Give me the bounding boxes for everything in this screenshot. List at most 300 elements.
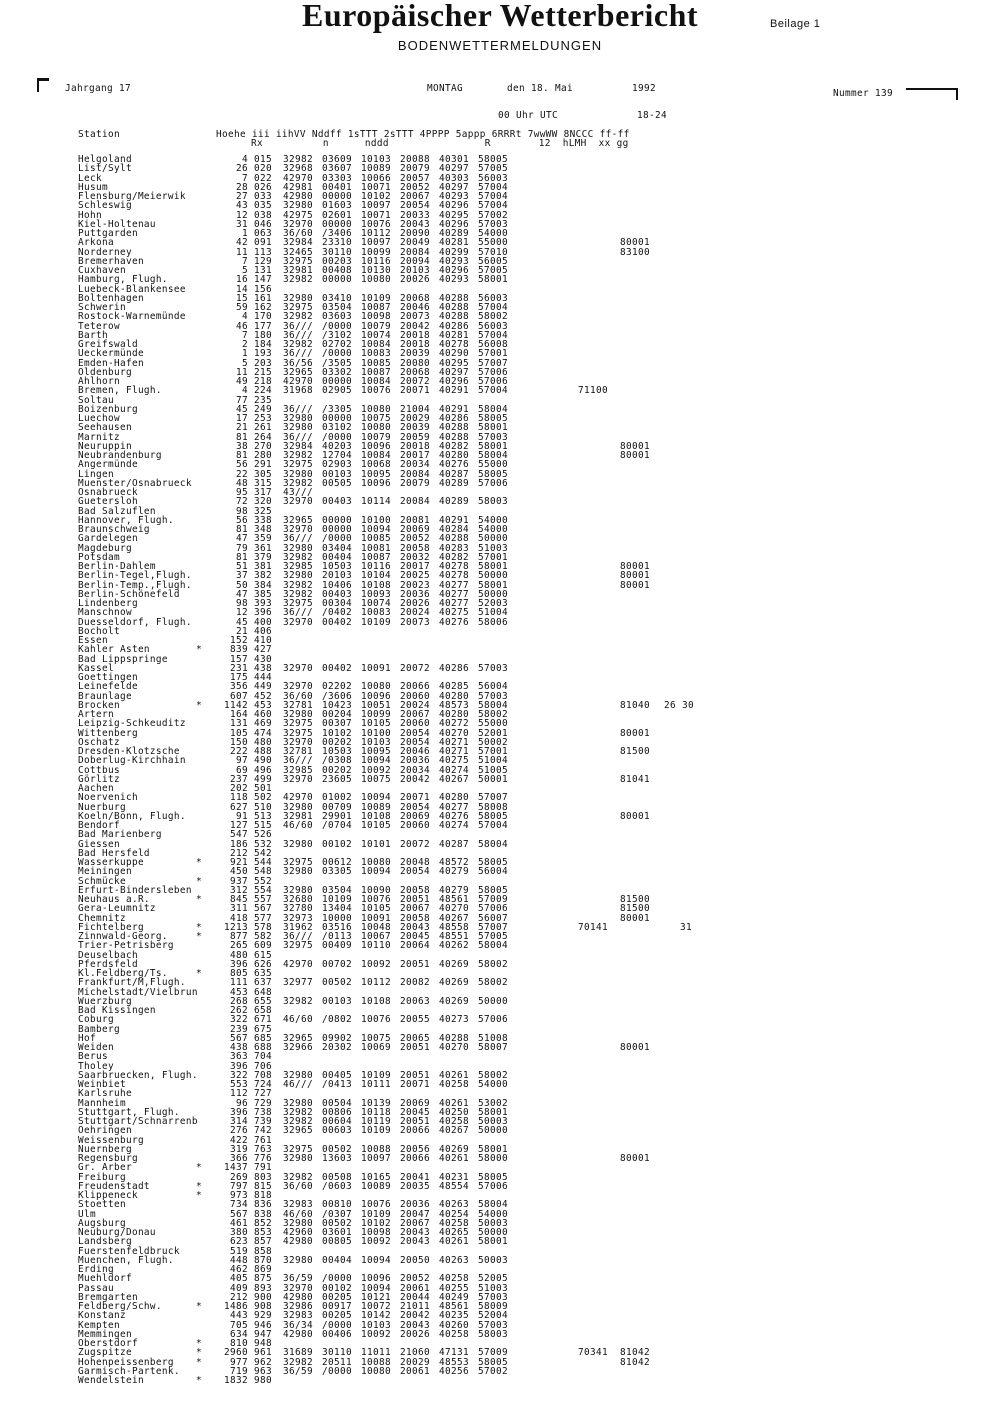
station-height: 14 (236, 283, 248, 295)
group-pressure: 40258 (439, 1328, 469, 1340)
station-name: Wittenberg (78, 727, 138, 739)
group-tendency: 58007 (478, 1042, 508, 1053)
group-tendency: 58002 (478, 1069, 508, 1081)
group-nddff: 02601 (322, 209, 352, 221)
mountain-marker: * (196, 875, 202, 887)
group-tendency: 58004 (478, 699, 508, 711)
group-temperature: 10083 (361, 348, 391, 360)
station-height: 839 (230, 644, 248, 656)
station-height: 239 (230, 1023, 248, 1035)
station-index: 776 (254, 1153, 272, 1164)
group-pressure: 40256 (439, 1365, 469, 1377)
station-height: 1142 (224, 699, 248, 711)
group-nddff: 00103 (322, 995, 352, 1007)
station-name: Emden-Hafen (78, 357, 144, 369)
group-temperature: 10102 (361, 1217, 391, 1229)
group-tendency: 58005 (478, 884, 508, 896)
station-height: 462 (230, 1264, 248, 1275)
station-name: Braunschweig (78, 524, 150, 535)
group-temperature: 10110 (361, 940, 391, 952)
group-dewpoint: 20052 (400, 1273, 430, 1285)
group-temperature: 10080 (361, 857, 391, 868)
station-height: 268 (230, 995, 248, 1007)
station-height: 547 (230, 829, 248, 841)
station-name: Görlitz (78, 773, 120, 785)
station-index: 858 (254, 1245, 272, 1257)
group-nddff: 10503 (322, 561, 352, 572)
group-iihvv: 32982 (283, 311, 313, 323)
group-temperature: 10094 (361, 755, 391, 767)
station-index: 962 (254, 1356, 272, 1368)
station-name: Teterow (78, 320, 120, 332)
station-height: 231 (230, 662, 248, 674)
station-name: Oberstdorf (78, 1338, 138, 1349)
group-pressure: 40282 (439, 440, 469, 452)
group-pressure: 40270 (439, 903, 469, 915)
station-index: 499 (254, 773, 272, 785)
group-temperature: 10081 (361, 542, 391, 554)
group-clouds: 80001 (620, 1042, 650, 1053)
station-index: 724 (254, 1079, 272, 1090)
group-iihvv: 32970 (283, 218, 313, 230)
group-nddff: 13603 (322, 1153, 352, 1164)
station-height: 480 (230, 949, 248, 961)
station-index: 162 (254, 302, 272, 313)
group-nddff: 09902 (322, 1032, 352, 1044)
station-height: 15 (236, 292, 248, 304)
group-nddff: 00702 (322, 958, 352, 970)
station-index: 474 (254, 727, 272, 739)
station-height: 77 (236, 394, 248, 406)
utc-label: 00 Uhr UTC (498, 110, 558, 121)
group-nddff: 00102 (322, 1282, 352, 1294)
group-clouds: 81500 (620, 894, 650, 905)
station-index: 567 (254, 903, 272, 915)
station-name: Michelstadt/Vielbrun (78, 986, 198, 998)
group-tendency: 50003 (478, 1116, 508, 1127)
group-temperature: 10095 (361, 468, 391, 480)
group-tendency: 50000 (478, 1125, 508, 1137)
group-tendency: 57007 (478, 792, 508, 804)
station-height: 438 (230, 1042, 248, 1053)
station-index: 791 (254, 1162, 272, 1174)
station-index: 836 (254, 1199, 272, 1211)
station-index: 738 (254, 1106, 272, 1118)
station-height: 553 (230, 1079, 248, 1090)
station-column-header: Station (78, 129, 120, 140)
group-iihvv: 32984 (283, 440, 313, 452)
group-temperature: 10109 (361, 616, 391, 628)
station-height: 164 (230, 709, 248, 720)
group-pressure: 40288 (439, 292, 469, 304)
group-tendency: 58001 (478, 1143, 508, 1155)
group-pressure: 48572 (439, 857, 469, 868)
group-weather: 70141 (578, 921, 608, 933)
group-dewpoint: 20068 (400, 366, 430, 378)
group-pressure: 40272 (439, 718, 469, 730)
group-pressure: 48558 (439, 921, 469, 933)
group-iihvv: 32980 (283, 292, 313, 304)
group-dewpoint: 20071 (400, 385, 430, 397)
station-name: Freudenstadt (78, 1180, 150, 1192)
mountain-marker: * (196, 921, 202, 933)
station-index: 325 (254, 505, 272, 517)
group-nddff: 00502 (322, 1217, 352, 1229)
group-tendency: 57009 (478, 1347, 508, 1359)
station-index: 838 (254, 1208, 272, 1220)
station-index: 193 (254, 348, 272, 360)
group-temperature: 10105 (361, 903, 391, 915)
group-iihvv: 32975 (283, 940, 313, 952)
station-index: 609 (254, 940, 272, 952)
group-temperature: 10067 (361, 931, 391, 942)
group-pressure: 40288 (439, 1032, 469, 1044)
group-tendency: 57004 (478, 385, 508, 397)
station-index: 729 (254, 1097, 272, 1109)
group-iihvv: 36/59 (283, 1365, 313, 1377)
group-dewpoint: 20058 (400, 884, 430, 896)
group-temperature: 10083 (361, 607, 391, 619)
group-dewpoint: 20057 (400, 172, 430, 184)
group-temperature: 10071 (361, 181, 391, 193)
group-tendency: 55000 (478, 459, 508, 471)
group-dewpoint: 20058 (400, 542, 430, 554)
group-dewpoint: 20024 (400, 607, 430, 619)
group-iihvv: 32982 (283, 339, 313, 350)
station-height: 118 (230, 792, 248, 804)
group-clouds: 80001 (620, 237, 650, 249)
group-tendency: 58005 (478, 468, 508, 480)
group-pressure: 40288 (439, 422, 469, 434)
station-index: 685 (254, 1032, 272, 1044)
group-tendency: 57003 (478, 662, 508, 674)
group-nddff: 03609 (322, 154, 352, 165)
group-pressure: 40293 (439, 274, 469, 286)
station-name: Hannover, Flugh. (78, 514, 174, 526)
station-name: Stuttgart, Flugh. (78, 1106, 180, 1118)
station-name: Berlin-Temp.,Flugh. (78, 579, 192, 591)
station-height: 627 (230, 801, 248, 813)
station-height: 91 (236, 810, 248, 822)
group-nddff: 03504 (322, 302, 352, 313)
group-tendency: 58001 (478, 561, 508, 572)
group-tendency: 57006 (478, 366, 508, 378)
group-pressure: 40288 (439, 533, 469, 545)
station-name: Neuruppin (78, 440, 132, 452)
group-clouds: 80001 (620, 440, 650, 452)
group-pressure: 47131 (439, 1347, 469, 1359)
mountain-marker: * (196, 1180, 202, 1192)
group-dewpoint: 20036 (400, 755, 430, 767)
group-pressure: 40297 (439, 181, 469, 193)
station-height: 312 (230, 884, 248, 896)
group-nddff: 00000 (322, 524, 352, 535)
supplement-label: Beilage 1 (770, 18, 821, 30)
group-temperature: 10130 (361, 265, 391, 276)
group-tendency: 50000 (478, 1227, 508, 1238)
group-nddff: 00502 (322, 977, 352, 989)
station-index: 469 (254, 718, 272, 730)
group-iihvv: 32980 (283, 1254, 313, 1266)
station-height: 16 (236, 274, 248, 286)
group-tendency: 58005 (478, 810, 508, 822)
group-nddff: 00202 (322, 764, 352, 776)
group-iihvv: 32984 (283, 237, 313, 249)
group-iihvv: 32982 (283, 450, 313, 461)
station-name: Schmücke (78, 875, 126, 887)
group-pressure: 40291 (439, 385, 469, 397)
station-height: 31 (236, 218, 248, 230)
group-dewpoint: 20069 (400, 524, 430, 535)
station-index: 382 (254, 570, 272, 582)
group-pressure: 40269 (439, 995, 469, 1007)
group-pressure: 40250 (439, 1106, 469, 1118)
group-nddff: 00000 (322, 413, 352, 424)
station-index: 177 (254, 320, 272, 332)
group-tendency: 58005 (478, 413, 508, 424)
group-iihvv: 36/// (283, 607, 313, 619)
group-iihvv: 32966 (283, 1042, 313, 1053)
station-index: 410 (254, 635, 272, 646)
station-height: 363 (230, 1051, 248, 1063)
volume-label: Jahrgang 17 (65, 83, 131, 94)
station-name: Guetersloh (78, 496, 138, 508)
station-height: 977 (230, 1356, 248, 1368)
group-nddff: 03504 (322, 884, 352, 896)
group-iihvv: 32970 (283, 662, 313, 674)
station-height: 42 (236, 237, 248, 249)
group-iihvv: 32975 (283, 255, 313, 267)
station-index: 129 (254, 255, 272, 267)
station-height: 237 (230, 773, 248, 785)
station-height: 21 (236, 422, 248, 434)
station-height: 422 (230, 1134, 248, 1146)
group-tendency: 58008 (478, 801, 508, 813)
station-height: 1 (242, 228, 248, 239)
group-temperature: 10075 (361, 773, 391, 785)
group-temperature: 10084 (361, 339, 391, 350)
group-dewpoint: 20084 (400, 496, 430, 508)
station-index: 739 (254, 1116, 272, 1127)
group-temperature: 10074 (361, 329, 391, 341)
group-pressure: 40258 (439, 1079, 469, 1090)
group-pressure: 40289 (439, 496, 469, 508)
group-iihvv: 32975 (283, 727, 313, 739)
group-pressure: 40280 (439, 792, 469, 804)
station-index: 320 (254, 496, 272, 508)
group-dewpoint: 20046 (400, 746, 430, 757)
station-name: Bad Marienberg (78, 829, 162, 841)
station-height: 47 (236, 588, 248, 600)
group-dewpoint: 20050 (400, 1254, 430, 1266)
station-height: 131 (230, 718, 248, 730)
station-height: 356 (230, 681, 248, 693)
group-pressure: 40299 (439, 246, 469, 258)
station-height: 45 (236, 616, 248, 628)
station-index: 763 (254, 1143, 272, 1155)
station-height: 937 (230, 875, 248, 887)
group-pressure: 40286 (439, 413, 469, 424)
group-iihvv: 32982 (283, 1116, 313, 1127)
group-dewpoint: 20025 (400, 570, 430, 582)
group-tendency: 57006 (478, 477, 508, 489)
group-tendency: 56004 (478, 866, 508, 878)
station-name: Gardelegen (78, 533, 138, 545)
group-pressure: 40267 (439, 912, 469, 924)
station-name: Bendorf (78, 820, 120, 831)
station-index: 948 (254, 1338, 272, 1349)
group-pressure: 40262 (439, 940, 469, 952)
station-index: 385 (254, 588, 272, 600)
group-nddff: 00403 (322, 588, 352, 600)
group-pressure: 40283 (439, 542, 469, 554)
group-temperature: 10048 (361, 921, 391, 933)
group-tendency: 56007 (478, 912, 508, 924)
station-height: 396 (230, 1060, 248, 1072)
group-nddff: 00000 (322, 218, 352, 230)
station-index: 658 (254, 1005, 272, 1016)
station-height: 734 (230, 1199, 248, 1211)
station-index: 742 (254, 1125, 272, 1137)
group-dewpoint: 20060 (400, 820, 430, 831)
group-pressure: 40281 (439, 329, 469, 341)
group-nddff: 00405 (322, 1069, 352, 1081)
station-name: Wuerzburg (78, 995, 132, 1007)
group-temperature: 10090 (361, 884, 391, 896)
station-height: 27 (236, 191, 248, 202)
group-pressure: 40276 (439, 616, 469, 628)
group-pressure: 40270 (439, 1042, 469, 1053)
station-index: 015 (254, 154, 272, 165)
group-dewpoint: 20084 (400, 246, 430, 258)
station-name: Marnitz (78, 431, 120, 443)
station-index: 870 (254, 1254, 272, 1266)
group-nddff: 00103 (322, 468, 352, 480)
group-temperature: 10051 (361, 699, 391, 711)
station-name: Muehldorf (78, 1273, 132, 1285)
station-index: 875 (254, 1273, 272, 1285)
group-temperature: 10085 (361, 357, 391, 369)
group-pressure: 40277 (439, 588, 469, 600)
mountain-marker: * (196, 1356, 202, 1368)
station-name: Puttgarden (78, 228, 138, 239)
station-index: 022 (254, 172, 272, 184)
station-index: 338 (254, 514, 272, 526)
group-iihvv: 46/// (283, 1079, 313, 1090)
group-dewpoint: 20045 (400, 1106, 430, 1118)
group-dewpoint: 20042 (400, 1310, 430, 1322)
station-index: 156 (254, 283, 272, 295)
group-dewpoint: 20034 (400, 764, 430, 776)
station-height: 845 (230, 894, 248, 905)
group-pressure: 40284 (439, 524, 469, 535)
column-codes-header: Hoehe iii iihVV Nddff 1sTTT 2sTTT 4PPPP 5appp 6RRRt 7wwWW 8NCCC ff-ff (216, 129, 630, 140)
station-height: 105 (230, 727, 248, 739)
group-iihvv: 42970 (283, 958, 313, 970)
station-name: Goettingen (78, 672, 138, 683)
group-iihvv: 32980 (283, 801, 313, 813)
group-iihvv: 36/// (283, 320, 313, 332)
station-height: 1437 (224, 1162, 248, 1174)
group-tendency: 57007 (478, 357, 508, 369)
group-dewpoint: 20065 (400, 1032, 430, 1044)
group-nddff: 00709 (322, 801, 352, 813)
group-tendency: 50000 (478, 995, 508, 1007)
group-nddff: 00917 (322, 1301, 352, 1312)
group-iihvv: 32970 (283, 681, 313, 693)
group-nddff: 00604 (322, 1116, 352, 1127)
group-iihvv: 32980 (283, 1217, 313, 1229)
group-pressure: 40290 (439, 348, 469, 360)
group-temperature: 10105 (361, 820, 391, 831)
group-iihvv: 31962 (283, 921, 313, 933)
group-pressure: 40277 (439, 598, 469, 609)
station-index: 280 (254, 450, 272, 461)
group-nddff: 00307 (322, 718, 352, 730)
station-name: Luechow (78, 413, 120, 424)
group-temperature: 10079 (361, 431, 391, 443)
group-dewpoint: 20069 (400, 810, 430, 822)
station-name: Bad Salzuflen (78, 505, 156, 517)
station-index: 147 (254, 274, 272, 286)
station-name: Nuerburg (78, 801, 126, 813)
group-nddff: 02903 (322, 459, 352, 471)
station-name: Husum (78, 181, 108, 193)
station-index: 648 (254, 986, 272, 998)
group-iihvv: 32985 (283, 561, 313, 572)
group-iihvv: 31689 (283, 1347, 313, 1359)
group-dewpoint: 20068 (400, 292, 430, 304)
group-nddff: 00502 (322, 1143, 352, 1155)
group-iihvv: 32975 (283, 598, 313, 609)
group-tendency: 57003 (478, 690, 508, 702)
group-iihvv: 32970 (283, 616, 313, 628)
station-height: 17 (236, 413, 248, 424)
mountain-marker: * (196, 931, 202, 942)
station-index: 853 (254, 1227, 272, 1238)
group-dewpoint: 20067 (400, 1217, 430, 1229)
station-index: 063 (254, 228, 272, 239)
group-nddff: 40203 (322, 440, 352, 452)
station-index: 215 (254, 366, 272, 378)
group-tendency: 58001 (478, 422, 508, 434)
group-temperature: 10094 (361, 866, 391, 878)
station-height: 69 (236, 764, 248, 776)
group-pressure: 40261 (439, 1153, 469, 1164)
group-temperature: 10165 (361, 1171, 391, 1183)
group-dewpoint: 20054 (400, 801, 430, 813)
station-index: 113 (254, 246, 272, 258)
group-tendency: 56005 (478, 255, 508, 267)
station-name: Neubrandenburg (78, 450, 162, 461)
group-iihvv: 36/// (283, 931, 313, 942)
group-tendency: 57003 (478, 1291, 508, 1303)
station-name: Barth (78, 329, 108, 341)
group-temperature: 10112 (361, 228, 391, 239)
station-height: 4 (242, 311, 248, 323)
group-nddff: 00805 (322, 1236, 352, 1248)
station-height: 380 (230, 1227, 248, 1238)
group-nddff: 00603 (322, 1125, 352, 1137)
group-temperature: 10076 (361, 1014, 391, 1026)
group-nddff: /0308 (322, 755, 352, 767)
station-index: 264 (254, 431, 272, 443)
group-pressure: 40278 (439, 561, 469, 572)
station-index: 637 (254, 977, 272, 989)
station-name: Freiburg (78, 1171, 126, 1183)
mountain-marker: * (196, 1338, 202, 1349)
group-tendency: 53002 (478, 1097, 508, 1109)
